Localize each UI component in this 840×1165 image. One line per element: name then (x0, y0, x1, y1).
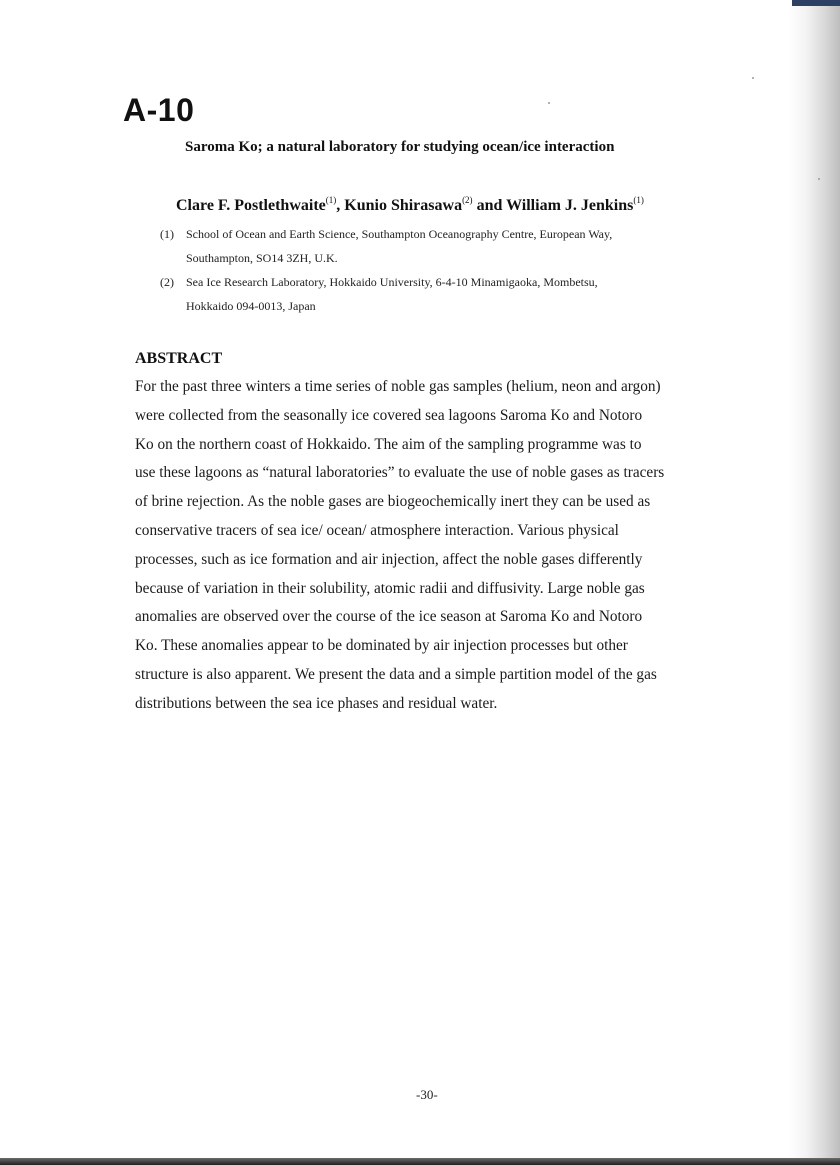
abstract-line: because of variation in their solubility, atomic radii and diffusivity. Large noble gas (135, 579, 645, 597)
author-name: Kunio Shirasawa (344, 197, 463, 214)
affiliation (160, 222, 706, 270)
abstract-line: structure is also apparent. We present the data and a simple partition model of the gas (135, 665, 657, 683)
page-number: -30- (416, 1087, 438, 1102)
author-name: William J. Jenkins (506, 197, 634, 214)
abstract-line: of brine rejection. As the noble gases are biogeochemically inert they can be used as (135, 493, 651, 511)
author-list (176, 197, 644, 215)
affiliation-line: Southampton, SO14 3ZH, U.K. (186, 251, 338, 265)
page-corner-mark (792, 0, 840, 6)
abstract-line: conservative tracers of sea ice/ ocean/ atmosphere interaction. Various physical (135, 521, 619, 539)
affiliation-line: School of Ocean and Earth Science, Southampton Oceanography Centre, European Way, (186, 227, 613, 241)
affiliation-line: Hokkaido 094-0013, Japan (186, 299, 316, 313)
paper-title: Saroma Ko; a natural laboratory for studying ocean/ice interaction (185, 139, 615, 155)
abstract-line: Ko on the northern coast of Hokkaido. The aim of the sampling programme was to (135, 435, 642, 453)
abstract-line: use these lagoons as “natural laboratories” to evaluate the use of noble gases as tracers (135, 464, 665, 482)
page-edge-shadow (788, 0, 840, 1165)
abstract-body (135, 373, 720, 719)
abstract-line: Ko. These anomalies appear to be dominated by air injection processes but other (135, 637, 628, 655)
author-separator: and (472, 197, 507, 214)
abstract-line: distributions between the sea ice phases and residual water. (135, 694, 498, 712)
author-name: Clare F. Postlethwaite (176, 197, 326, 214)
affiliation (160, 270, 706, 318)
scan-speck (548, 102, 550, 104)
abstract-line: processes, such as ice formation and air injection, affect the noble gases differently (135, 550, 643, 568)
abstract-heading: ABSTRACT (135, 350, 223, 367)
affiliation-number: (2) (160, 275, 174, 289)
author-affiliation-mark: (2) (462, 195, 473, 205)
affiliation-line: Sea Ice Research Laboratory, Hokkaido University, 6-4-10 Minamigaoka, Mombetsu, (186, 275, 598, 289)
scan-speck (752, 77, 754, 79)
author-separator: , (336, 197, 345, 214)
page-bottom-shadow (0, 1158, 840, 1165)
abstract-line: For the past three winters a time series of noble gas samples (helium, neon and argon) (135, 378, 661, 395)
author-affiliation-mark: (1) (633, 195, 644, 205)
author-affiliation-mark: (1) (325, 195, 337, 205)
affiliation-number: (1) (160, 227, 174, 241)
abstract-code: A-10 (123, 92, 195, 128)
scan-speck (818, 178, 820, 180)
abstract-line: were collected from the seasonally ice covered sea lagoons Saroma Ko and Notoro (135, 406, 643, 424)
abstract-line: anomalies are observed over the course of the ice season at Saroma Ko and Notoro (135, 608, 643, 626)
